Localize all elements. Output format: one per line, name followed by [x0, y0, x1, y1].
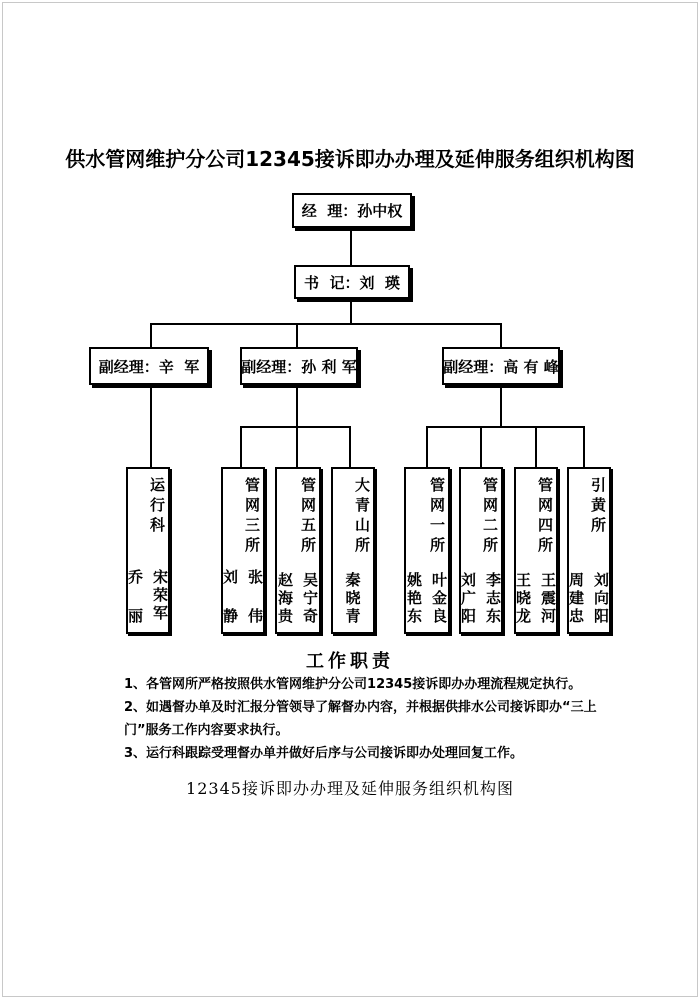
unit-name: 管网四所: [536, 477, 554, 557]
unit-people: [406, 572, 448, 626]
connector-deputies-bar: [150, 323, 501, 325]
unit-name: 管网五所: [299, 477, 317, 557]
unit-people: [569, 572, 609, 626]
connector-deputy2-down: [296, 385, 298, 427]
unit-person: 王晓龙: [514, 572, 532, 626]
unit-box-8: [567, 467, 611, 634]
unit-person: 刘向阳: [592, 572, 610, 626]
connector-deputy-2: [296, 323, 298, 348]
unit-name: 运行科: [148, 477, 166, 537]
deputy-label: 副经理：高 有 峰: [443, 357, 559, 376]
duties-heading: 工作职责: [306, 651, 394, 672]
unit-person: 秦晓青: [343, 572, 362, 626]
unit-box-5: [404, 467, 450, 634]
unit-person: 李志东: [484, 572, 502, 626]
chart-title: 供水管网维护分公司12345接诉即办办理及延伸服务组织机构图: [65, 147, 635, 171]
secretary-label: 书 记：刘 瑛: [304, 273, 400, 292]
unit-people: [277, 572, 319, 626]
unit-box-7: [514, 467, 558, 634]
deputy-label: 副经理：孙 利 军: [241, 357, 357, 376]
connector-unit-3: [296, 426, 298, 468]
connector-unit-8: [583, 426, 585, 468]
connector-deputy2-bar: [240, 426, 350, 428]
manager-label: 经 理：孙中权: [301, 202, 403, 220]
unit-people: [128, 569, 168, 626]
unit-name: 大青山所: [353, 477, 371, 557]
connector-unit-7: [535, 426, 537, 468]
unit-person: 张 伟: [246, 569, 264, 626]
unit-people: [333, 572, 373, 626]
unit-box-1: [126, 467, 170, 634]
unit-name: 管网一所: [428, 477, 446, 557]
unit-box-3: [275, 467, 321, 634]
connector-unit-5: [426, 426, 428, 468]
duty-item-3: 3、运行科跟踪受理督办单并做好后序与公司接诉即办处理回复工作。: [124, 746, 524, 761]
unit-person: 刘 静: [221, 569, 239, 626]
connector-unit-2: [240, 426, 242, 468]
unit-person: 周建忠: [567, 572, 585, 626]
deputy-box-3: [442, 347, 560, 385]
secretary-box: [294, 265, 410, 299]
manager-box: [292, 193, 412, 228]
unit-person: 姚艳东: [405, 572, 423, 626]
connector-deputy-1: [150, 323, 152, 348]
deputy-box-1: [89, 347, 209, 385]
unit-name: 管网二所: [481, 477, 499, 557]
connector-unit-6: [480, 426, 482, 468]
connector-deputy-3: [500, 323, 502, 348]
unit-name: 管网三所: [243, 477, 261, 557]
connector-deputy1-unit: [150, 385, 152, 468]
connector-deputy3-down: [500, 385, 502, 427]
figure-caption: 12345接诉即办办理及延伸服务组织机构图: [186, 779, 514, 798]
unit-people: [461, 572, 501, 626]
connector-secretary-down: [350, 298, 352, 324]
connector-deputy3-bar: [426, 426, 584, 428]
unit-person: 宋荣军: [151, 569, 169, 623]
unit-person: 刘广阳: [459, 572, 477, 626]
unit-name: 引黄所: [589, 477, 607, 537]
unit-person: 叶金良: [430, 572, 448, 626]
unit-box-6: [459, 467, 503, 634]
unit-person: 赵海贵: [276, 572, 294, 626]
unit-box-4: [331, 467, 375, 634]
unit-people: [223, 569, 263, 626]
duty-item-1: 1、各管网所严格按照供水管网维护分公司12345接诉即办办理流程规定执行。: [124, 677, 582, 692]
connector-manager-secretary: [350, 228, 352, 268]
duty-item-2: 2、如遇督办单及时汇报分管领导了解督办内容，并根据供排水公司接诉即办“三上门”服务工作内容要求执行。: [124, 700, 597, 738]
unit-person: 王震河: [539, 572, 557, 626]
unit-person: 乔 丽: [126, 569, 144, 626]
deputy-label: 副经理：辛 军: [98, 357, 200, 376]
deputy-box-2: [240, 347, 358, 385]
connector-unit-4: [349, 426, 351, 468]
unit-box-2: [221, 467, 265, 634]
unit-people: [516, 572, 556, 626]
unit-person: 吴宁奇: [301, 572, 319, 626]
